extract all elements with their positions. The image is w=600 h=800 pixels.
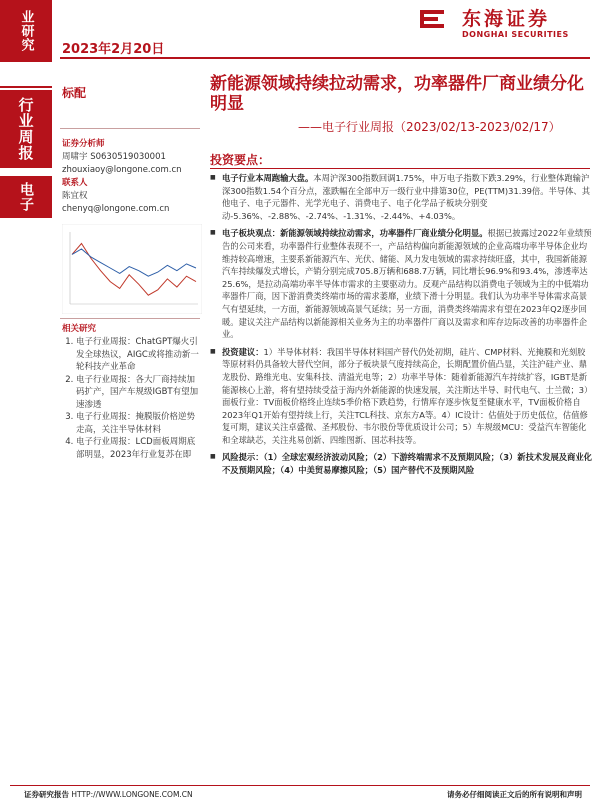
contact-name: 陈宜权 bbox=[62, 191, 88, 201]
bullet-lead: 投资建议： bbox=[222, 346, 264, 357]
bullet-text: 1）半导体材料：我国半导体材料国产替代仍处初期，硅片、CMP材料、光掩膜和光刻胶等原材料仍具备较大替代空间，部分子板块景气度持续高企，长期配置价值凸显，关注沪硅产业、鼎龙股份、路维光电、安集科技、清溢光电等；2）功率半导体：随着新能源汽车持续扩容，IGBT是新能源核心上游，将有望持续受益于海内外新能源的快速发展，关注斯达半导、时代电气、士兰微；3）面板行业：TV面板价格终止连续5季价格下跌趋势，行情库存逐步恢复至健康水平，TV面板价格自2023年Q1开始有望持续上行，关注TCL科技、京东方A等。4）IC设计：估值处于历史低位，估值修复可期，建议关注卓盛微、圣邦股份、韦尔股份等优质设计公司；5）车规级MCU：受益汽车智能化和全球缺芯，关注兆易创新、四维图新、国芯科技等。 bbox=[222, 346, 589, 445]
left-column-rule-2 bbox=[60, 318, 200, 319]
report-subtitle: ——电子行业周报（2023/02/13-2023/02/17） bbox=[298, 120, 561, 134]
section-heading: 投资要点： bbox=[210, 153, 271, 167]
bullet-lead: 风险提示： bbox=[222, 452, 264, 463]
bullet-text: （1）全球宏观经济波动风险；（2）下游终端需求不及预期风险；（3）新技术发展及商业化不及预期风险；（4）中美贸易摩擦风险；（5）国产替代不及预期风险 bbox=[222, 452, 592, 476]
related-list bbox=[62, 336, 202, 461]
footer-rule bbox=[10, 785, 590, 786]
report-date: 2023年2月20日 bbox=[62, 42, 165, 57]
index-performance-chart bbox=[62, 224, 202, 314]
bullet-text: 根据已披露过2022年业绩预告的公司来看，功率器件行业整体表现不一，产品结构偏向新能源领域的企业高端功率半导体企业均维持较高增速，主要系新能源汽车、光伏、储能、风力发电领域的需求持续旺盛，其中，我国新能源汽车持续爆发式增长，产销分别完成705.8万辆和688.7万辆，同比增长96.9%和93.4%，渗透率达25.6%，是拉动高端功率半导体市需求的主要驱动力。反观产品结构以消费电子领域为主的中低端功率器件厂商，因下游消费类终端市场的需求萎靡，业绩下滑十分明显。我们认为功率半导体需求高景气有望延续，一方面，新能源领域高景气延续；另一方面，消费类终端需求有望在2023年Q2逐步回暖。建议关注产品结构以新能源相关业务为主的功率器件厂商以及需求和库存边际改善的功率器件企业。 bbox=[222, 228, 592, 340]
analyst-name: 周啸宇 S0630519030001 bbox=[62, 152, 166, 162]
analyst-email[interactable]: zhouxiaoy@longone.com.cn bbox=[62, 165, 182, 175]
header-rule bbox=[60, 57, 590, 59]
section-rule bbox=[210, 168, 590, 169]
contact-label: 联系人 bbox=[62, 178, 88, 188]
bullet-sector-view bbox=[210, 227, 592, 340]
footer-url[interactable]: HTTP://WWW.LONGONE.COM.CN bbox=[69, 790, 193, 799]
company-logo bbox=[418, 4, 598, 44]
report-title: 新能源领域持续拉动需求，功率器件厂商业绩分化明显 bbox=[210, 74, 584, 114]
left-column-rule bbox=[60, 128, 200, 129]
strip-weekly-report: 行业周报 bbox=[0, 90, 52, 168]
related-item[interactable]: 3. 电子行业周报：掩膜版价格逆势走高，关注半导体材料 bbox=[76, 411, 202, 436]
logo-chinese-name: 东海证券 bbox=[462, 8, 551, 30]
related-research bbox=[62, 322, 202, 461]
key-points bbox=[210, 172, 592, 482]
analyst-block bbox=[62, 138, 202, 216]
logo-english-name: DONGHAI SECURITIES bbox=[462, 30, 569, 39]
footer-disclaimer: 请务必仔细阅读正文后的所有说明和声明 bbox=[447, 790, 582, 799]
left-strip bbox=[0, 0, 52, 800]
footer-report-type: 证券研究报告 bbox=[24, 790, 69, 799]
footer-left bbox=[24, 789, 193, 800]
related-label: 相关研究 bbox=[62, 324, 97, 334]
related-item[interactable]: 2. 电子行业周报：各大厂商持续加码扩产，国产车规级IGBT有望加速渗透 bbox=[76, 374, 202, 412]
logo-mark-icon bbox=[418, 6, 446, 32]
related-item[interactable]: 4. 电子行业周报：LCD面板周期底部明显，2023年行业复苏在即 bbox=[76, 436, 202, 461]
strip-divider bbox=[0, 86, 52, 88]
industry-rating: 标配 bbox=[62, 86, 87, 100]
contact-email[interactable]: chenyq@longone.com.cn bbox=[62, 204, 170, 214]
bullet-market bbox=[210, 172, 592, 222]
bullet-lead: 电子板块观点：新能源领域持续拉动需求，功率器件厂商业绩分化明显。 bbox=[222, 228, 488, 239]
bullet-text: 本周沪深300指数回调1.75%，申万电子指数下跌3.29%，行业整体跑输沪深300指数1.54个百分点，涨跌幅在全部申万一级行业中排第30位，PE(TTM)31.39倍。半导体、其他电子、电子元器件、光学光电子、消费电子、电子化学品子板块分别变动-5.36%、-2.88%、-2.74%、-1.31%、-2.44%、+4.03%。 bbox=[222, 173, 590, 221]
strip-industry-research: 业研究 bbox=[0, 0, 52, 62]
bullet-investment bbox=[210, 346, 592, 447]
chart-frame bbox=[62, 224, 202, 314]
related-item[interactable]: 1. 电子行业周报：ChatGPT爆火引发全球热议，AIGC或将推动新一轮科技产业革命 bbox=[76, 336, 202, 374]
bullet-risk bbox=[210, 451, 592, 476]
strip-electronics: 电子 bbox=[0, 176, 52, 218]
bullet-lead: 电子行业本周跑输大盘。 bbox=[222, 173, 314, 183]
analyst-label: 证券分析师 bbox=[62, 139, 105, 149]
